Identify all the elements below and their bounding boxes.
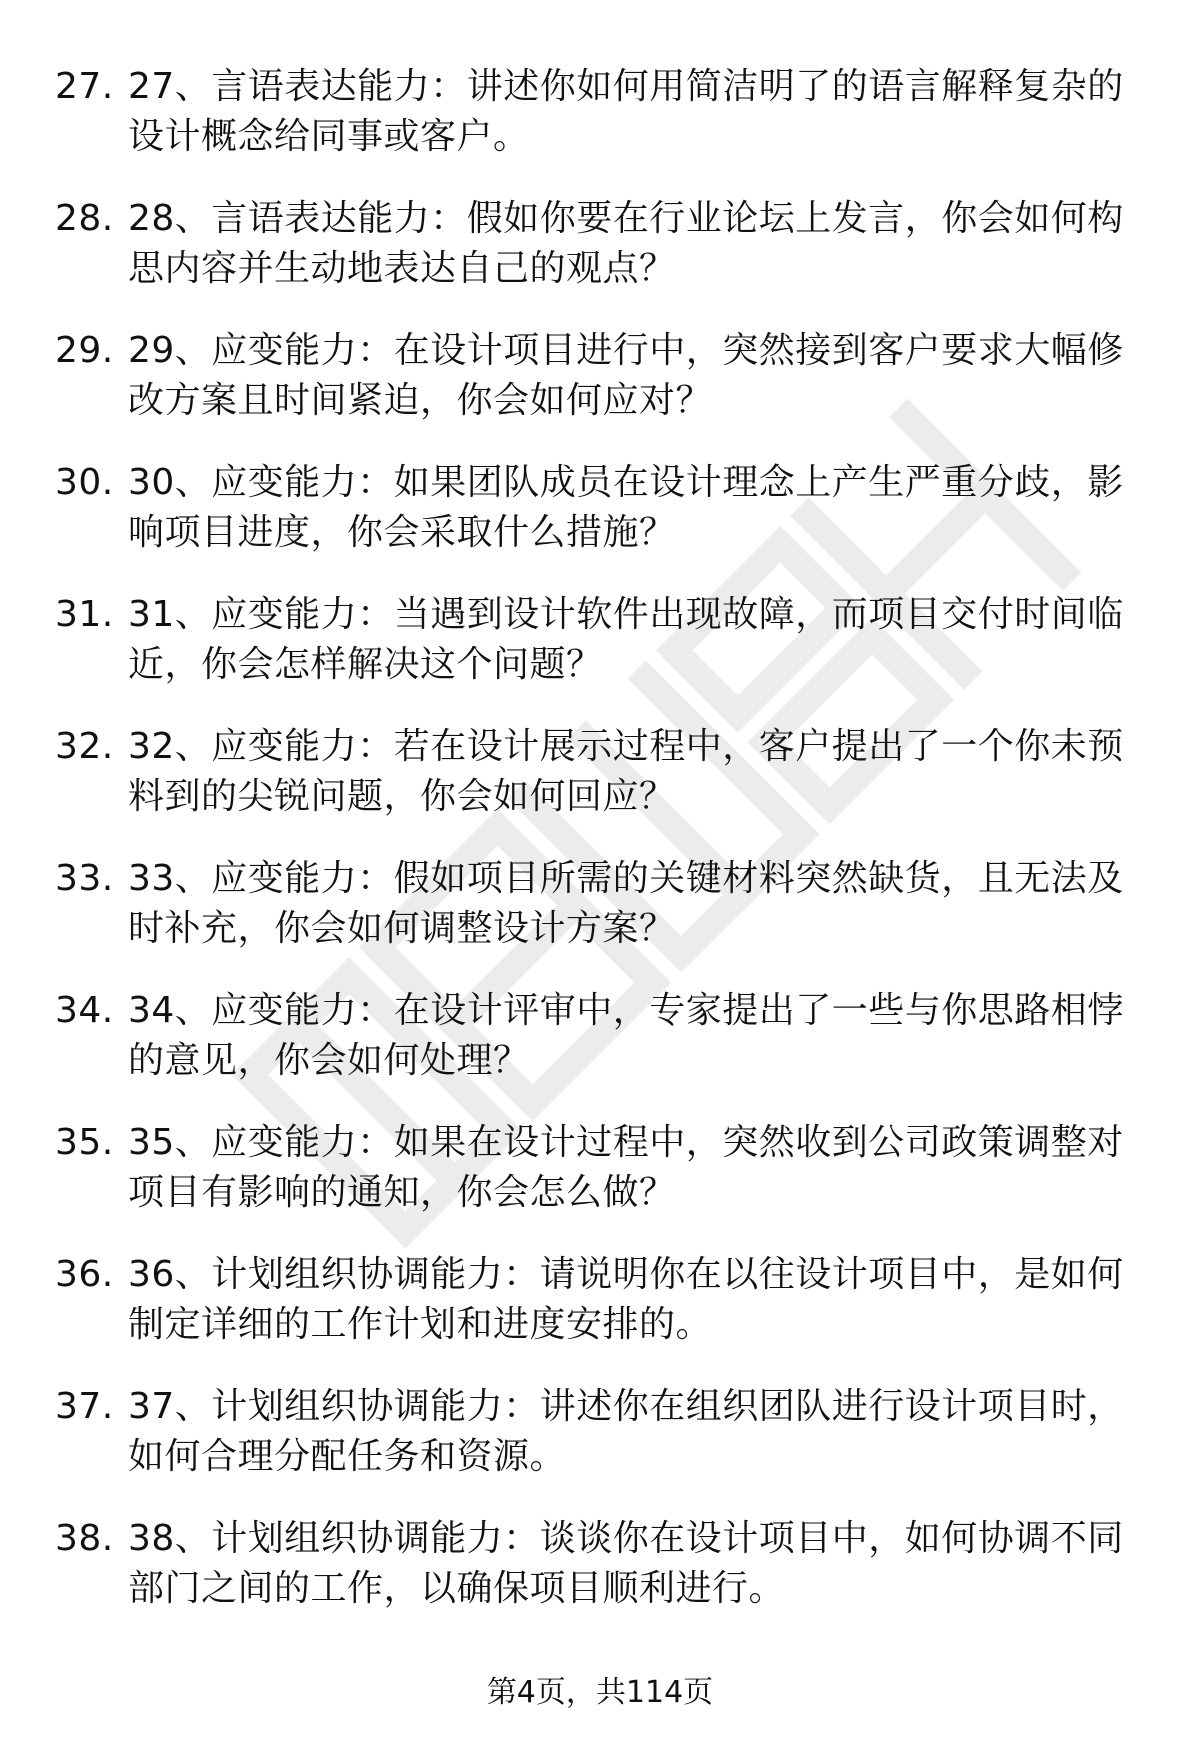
- question-item: [0, 722, 1200, 854]
- question-text: 32、应变能力：若在设计展示过程中，客户提出了一个你未预料到的尖锐问题，你会如何回应？: [128, 726, 1124, 817]
- question-number: 28.: [55, 198, 114, 239]
- question-text: 28、言语表达能力：假如你要在行业论坛上发言，你会如何构思内容并生动地表达自己的观点？: [128, 198, 1124, 289]
- question-number: 31.: [55, 594, 114, 635]
- page-footer: 第4页，共114页: [486, 1675, 714, 1710]
- question-number: 34.: [55, 990, 114, 1031]
- question-item: [0, 458, 1200, 590]
- question-number: 30.: [55, 462, 114, 503]
- question-item: [0, 62, 1200, 194]
- question-item: [0, 854, 1200, 986]
- question-text: 34、应变能力：在设计评审中，专家提出了一些与你思路相悖的意见，你会如何处理？: [128, 990, 1124, 1081]
- question-item: [0, 194, 1200, 326]
- question-item: [0, 1382, 1200, 1514]
- question-item: [0, 986, 1200, 1118]
- question-number: 35.: [55, 1122, 114, 1163]
- question-number: 36.: [55, 1254, 114, 1295]
- question-item: [0, 1250, 1200, 1382]
- question-text: 29、应变能力：在设计项目进行中，突然接到客户要求大幅修改方案且时间紧迫，你会如何应对？: [128, 330, 1124, 421]
- question-text: 38、计划组织协调能力：谈谈你在设计项目中，如何协调不同部门之间的工作，以确保项目顺利进行。: [128, 1518, 1124, 1609]
- question-text: 37、计划组织协调能力：讲述你在组织团队进行设计项目时，如何合理分配任务和资源。: [128, 1386, 1124, 1477]
- question-number: 38.: [55, 1518, 114, 1559]
- question-item: [0, 1118, 1200, 1250]
- question-text: 36、计划组织协调能力：请说明你在以往设计项目中，是如何制定详细的工作计划和进度安排的。: [128, 1254, 1124, 1345]
- question-text: 33、应变能力：假如项目所需的关键材料突然缺货，且无法及时补充，你会如何调整设计方案？: [128, 858, 1124, 949]
- question-number: 29.: [55, 330, 114, 371]
- question-number: 27.: [55, 66, 114, 107]
- question-list: [0, 62, 1200, 1646]
- question-text: 27、言语表达能力：讲述你如何用简洁明了的语言解释复杂的设计概念给同事或客户。: [128, 66, 1124, 157]
- question-item: [0, 326, 1200, 458]
- question-item: [0, 1514, 1200, 1646]
- question-item: [0, 590, 1200, 722]
- question-text: 35、应变能力：如果在设计过程中，突然收到公司政策调整对项目有影响的通知，你会怎么做？: [128, 1122, 1124, 1213]
- question-number: 33.: [55, 858, 114, 899]
- question-text: 30、应变能力：如果团队成员在设计理念上产生严重分歧，影响项目进度，你会采取什么措施？: [128, 462, 1124, 553]
- question-number: 37.: [55, 1386, 114, 1427]
- question-text: 31、应变能力：当遇到设计软件出现故障，而项目交付时间临近，你会怎样解决这个问题？: [128, 594, 1124, 685]
- question-number: 32.: [55, 726, 114, 767]
